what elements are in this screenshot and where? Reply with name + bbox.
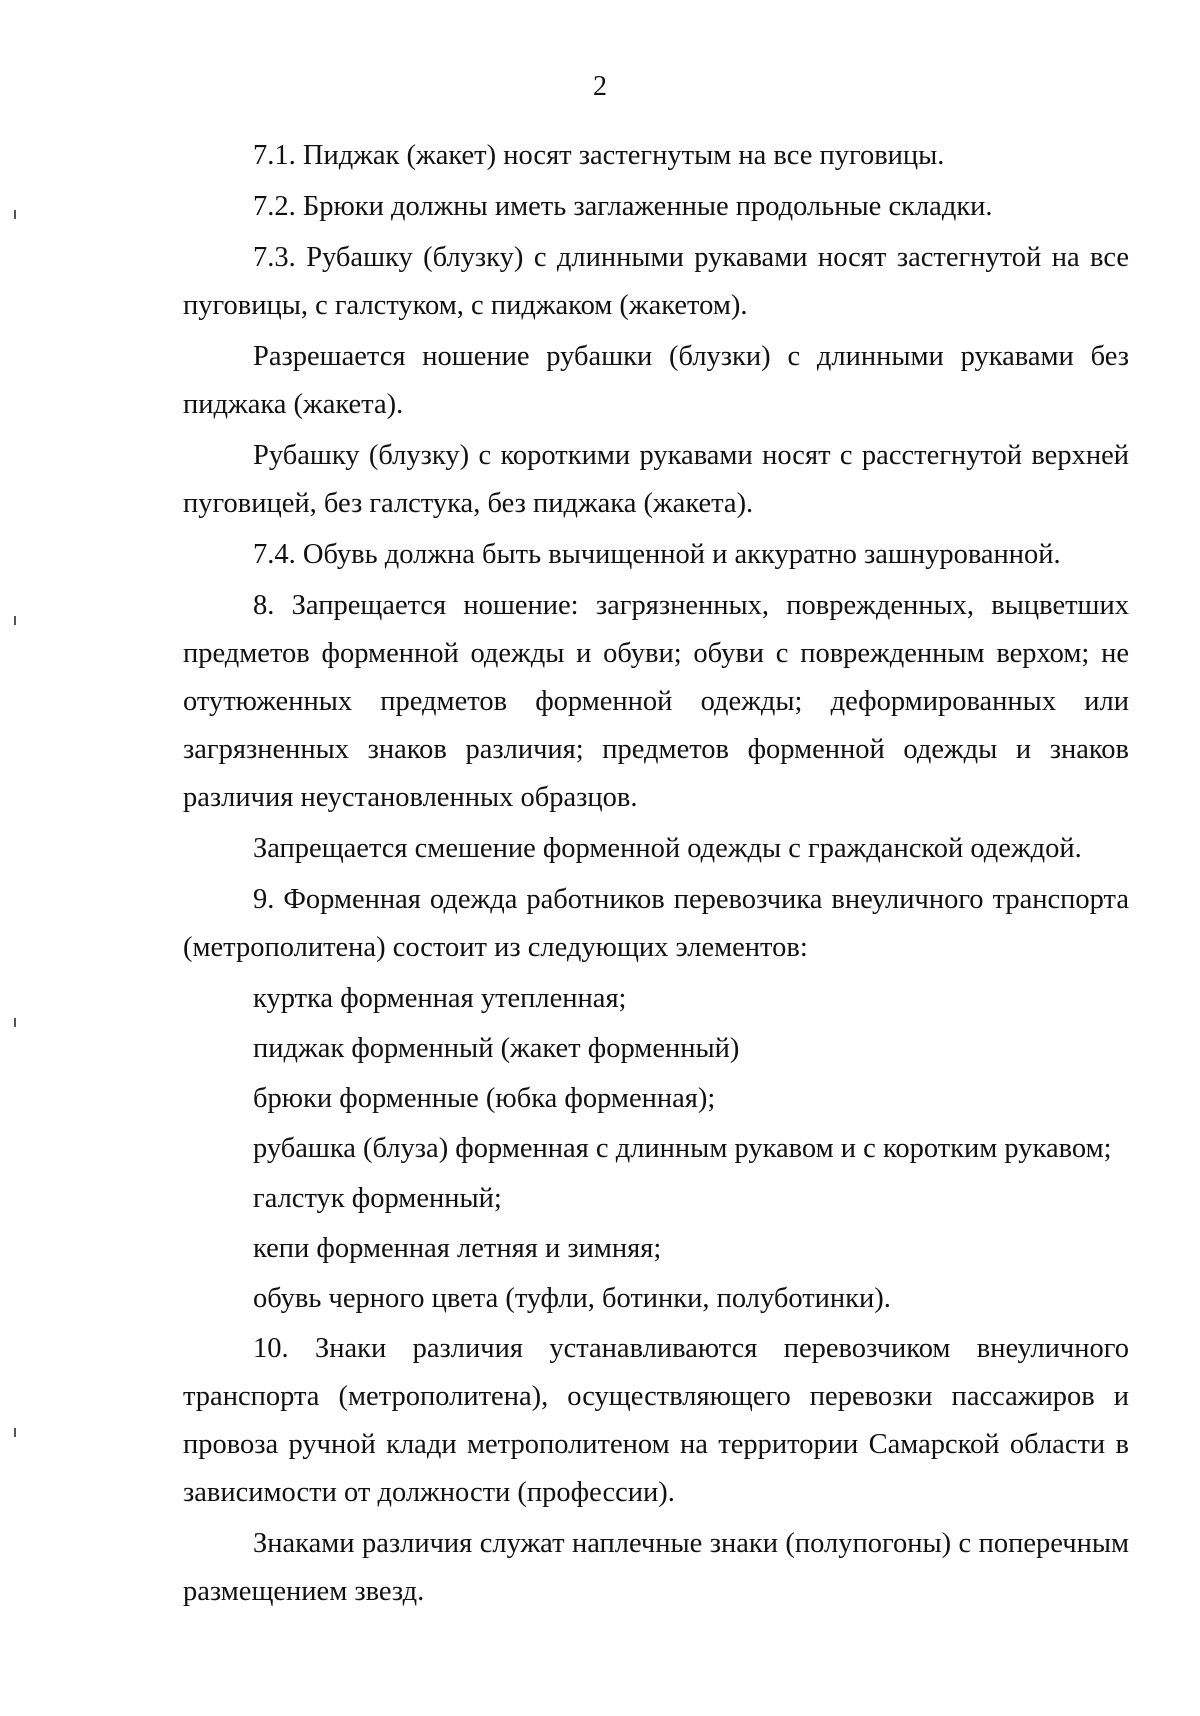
paragraph: 9. Форменная одежда работников перевозчика внеуличного транспорта (метрополитена) состоит из следующих элементов:: [183, 884, 1129, 963]
paragraph: Знаками различия служат наплечные знаки (полупогоны) с поперечным размещением звезд.: [183, 1528, 1129, 1607]
list-item: пиджак форменный (жакет форменный): [253, 1033, 740, 1064]
paragraph: 8. Запрещается ношение: загрязненных, поврежденных, выцветших предметов форменной одежды и обуви; обуви с поврежденным верхом; не отутюженных предметов форменной одежды; деформированных или загрязненных знаков различия; предметов форменной одежды и знаков различия неустановленных образцов.: [183, 590, 1129, 813]
paragraph: Рубашку (блузку) с короткими рукавами носят с расстегнутой верхней пуговицей, без галстука, без пиджака (жакета).: [183, 440, 1129, 519]
scan-artifact: [14, 1428, 16, 1437]
paragraph: 7.2. Брюки должны иметь заглаженные продольные складки.: [253, 191, 993, 222]
list-item: брюки форменные (юбка форменная);: [253, 1083, 716, 1114]
scan-artifact: [14, 210, 16, 219]
paragraph: 10. Знаки различия устанавливаются перевозчиком внеуличного транспорта (метрополитена), осуществляющего перевозки пассажиров и провоза ручной клади метрополитеном на территории Самарской области в зависимости от должности (профессии).: [183, 1333, 1129, 1508]
page-number: 2: [593, 71, 607, 102]
list-item: рубашка (блуза) форменная с длинным рукавом и с коротким рукавом;: [253, 1133, 1112, 1164]
list-item: галстук форменный;: [253, 1183, 502, 1214]
scan-artifact: [14, 616, 16, 625]
list-item: куртка форменная утепленная;: [253, 983, 627, 1014]
list-item: кепи форменная летняя и зимняя;: [253, 1233, 662, 1264]
scan-artifact: [14, 1018, 16, 1027]
paragraph: Запрещается смешение форменной одежды с гражданской одеждой.: [253, 833, 1082, 864]
paragraph: Разрешается ношение рубашки (блузки) с длинными рукавами без пиджака (жакета).: [183, 341, 1129, 420]
document-body: [183, 132, 1129, 1619]
paragraph: 7.4. Обувь должна быть вычищенной и аккуратно зашнурованной.: [253, 539, 1061, 570]
paragraph: 7.1. Пиджак (жакет) носят застегнутым на все пуговицы.: [253, 140, 945, 171]
paragraph: 7.3. Рубашку (блузку) с длинными рукавами носят застегнутой на все пуговицы, с галстуком, с пиджаком (жакетом).: [183, 242, 1129, 321]
list-item: обувь черного цвета (туфли, ботинки, полуботинки).: [253, 1283, 891, 1314]
